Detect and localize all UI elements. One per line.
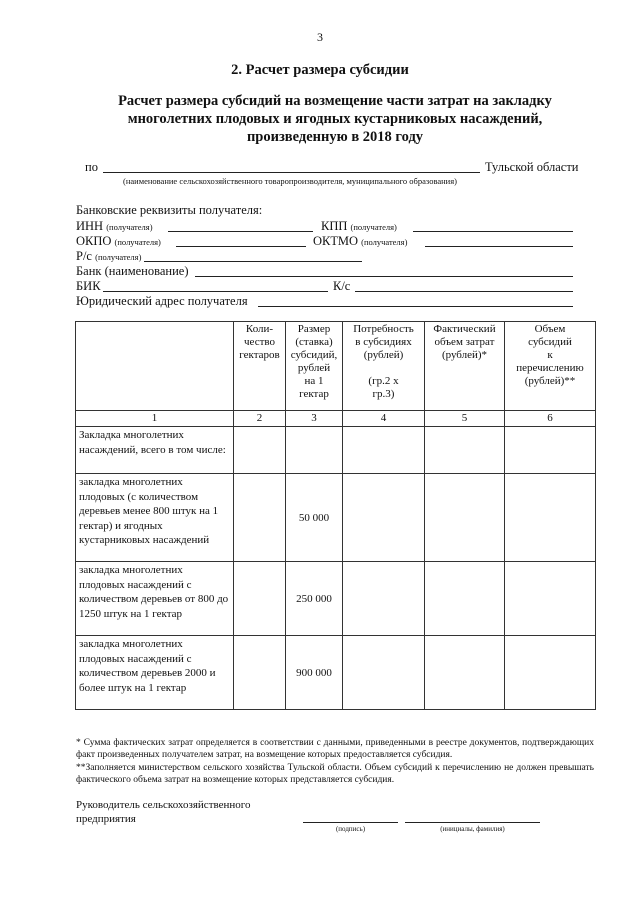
subsidy-amount-cell[interactable] <box>505 562 596 636</box>
inn-label: ИНН (получателя) <box>76 219 153 233</box>
signature-role <box>76 798 251 826</box>
rs-field[interactable] <box>144 261 362 262</box>
need-cell[interactable] <box>343 427 425 474</box>
header-subsidy-amount: Объем субсидий к перечислению (рублей)** <box>505 322 596 411</box>
title-line-3: произведенную в 2018 году <box>246 129 424 145</box>
okpo-label: ОКПО (получателя) <box>76 234 161 248</box>
header-col-1 <box>76 322 234 411</box>
subsidy-table <box>75 321 596 710</box>
col-number: 5 <box>425 411 505 427</box>
signature-field[interactable] <box>303 822 398 823</box>
address-label: Юридический адрес получателя <box>76 294 248 308</box>
actual-costs-cell[interactable] <box>425 474 505 562</box>
rs-label: Р/с (получателя) <box>76 249 142 263</box>
table-row <box>76 636 596 710</box>
row-label: закладка многолетних плодовых насаждений с количеством деревьев 2000 и более штук на 1 гектар <box>76 636 234 710</box>
col-number: 1 <box>76 411 234 427</box>
rate-cell: 50 000 <box>286 474 343 562</box>
footnote-1: * Сумма фактических затрат определяется в соответствии с данными, приведенными в реестре документов, подтверждающих факт произведенных получателем затрат, на возмещение которых предоставляется субсидия. <box>76 738 594 760</box>
need-cell[interactable] <box>343 562 425 636</box>
col-number: 6 <box>505 411 596 427</box>
hectares-cell[interactable] <box>234 427 286 474</box>
hectares-cell[interactable] <box>234 636 286 710</box>
col-number: 3 <box>286 411 343 427</box>
title-line-2: многолетних плодовых и ягодных кустарниковых насаждений, <box>127 111 543 127</box>
name-caption: (инициалы, фамилия) <box>440 825 505 833</box>
ks-label: К/с <box>333 279 351 293</box>
rate-cell: 900 000 <box>286 636 343 710</box>
okpo-field[interactable] <box>176 246 306 247</box>
need-cell[interactable] <box>343 636 425 710</box>
recipient-prefix: по <box>85 160 98 174</box>
table-row <box>76 427 596 474</box>
page-number: 3 <box>317 30 323 44</box>
need-cell[interactable] <box>343 474 425 562</box>
oktmo-label: ОКТМО (получателя) <box>313 234 408 248</box>
col-number: 4 <box>343 411 425 427</box>
header-actual-costs: Фактический объем затрат (рублей)* <box>425 322 505 411</box>
actual-costs-cell[interactable] <box>425 636 505 710</box>
ks-field[interactable] <box>355 291 573 292</box>
header-rate: Размер (ставка) субсидий, рублей на 1 гектар <box>286 322 343 411</box>
bik-field[interactable] <box>103 291 328 292</box>
recipient-region: Тульской области <box>485 160 579 174</box>
row-label: закладка многолетних плодовых (с количеством деревьев менее 800 штук на 1 гектар) и ягодных кустарниковых насаждений <box>76 474 234 562</box>
document-title <box>70 92 600 146</box>
bank-name-field[interactable] <box>195 276 573 277</box>
bik-label: БИК <box>76 279 101 293</box>
header-hectares: Коли- чество гектаров <box>234 322 286 411</box>
col-number: 2 <box>234 411 286 427</box>
title-line-1: Расчет размера субсидий на возмещение части затрат на закладку <box>118 93 552 109</box>
name-field[interactable] <box>405 822 540 823</box>
hectares-cell[interactable] <box>234 562 286 636</box>
actual-costs-cell[interactable] <box>425 562 505 636</box>
footnote-2: **Заполняется министерством сельского хозяйства Тульской области. Объем субсидий к перечислению не должен превышать фактического объема затрат на возмещение которых представляется субсидия. <box>76 763 594 785</box>
subsidy-amount-cell[interactable] <box>505 427 596 474</box>
table-row <box>76 474 596 562</box>
role-line-1: Руководитель сельскохозяйственного <box>76 799 251 811</box>
role-line-2: предприятия <box>76 813 136 825</box>
address-field[interactable] <box>258 306 573 307</box>
row-label: Закладка многолетних насаждений, всего в том числе: <box>76 427 234 474</box>
kpp-label: КПП (получателя) <box>321 219 397 233</box>
column-numbers-row <box>76 411 596 427</box>
rate-cell: 250 000 <box>286 562 343 636</box>
table-row <box>76 562 596 636</box>
row-label: закладка многолетних плодовых насаждений с количеством деревьев от 800 до 1250 штук на 1 гектар <box>76 562 234 636</box>
rate-cell <box>286 427 343 474</box>
recipient-caption: (наименование сельскохозяйственного товаропроизводителя, муниципального образования) <box>123 176 457 186</box>
header-need: Потребность в субсидиях (рублей) (гр.2 х гр.3) <box>343 322 425 411</box>
subsidy-amount-cell[interactable] <box>505 474 596 562</box>
subsidy-amount-cell[interactable] <box>505 636 596 710</box>
oktmo-field[interactable] <box>425 246 573 247</box>
bank-heading: Банковские реквизиты получателя: <box>76 203 263 217</box>
signature-caption: (подпись) <box>335 825 366 833</box>
kpp-field[interactable] <box>413 231 573 232</box>
inn-field[interactable] <box>168 231 313 232</box>
hectares-cell[interactable] <box>234 474 286 562</box>
actual-costs-cell[interactable] <box>425 427 505 474</box>
table-header-row <box>76 322 596 411</box>
section-title: 2. Расчет размера субсидии <box>231 62 409 78</box>
recipient-name-field[interactable] <box>103 172 480 173</box>
bank-name-label: Банк (наименование) <box>76 264 189 278</box>
